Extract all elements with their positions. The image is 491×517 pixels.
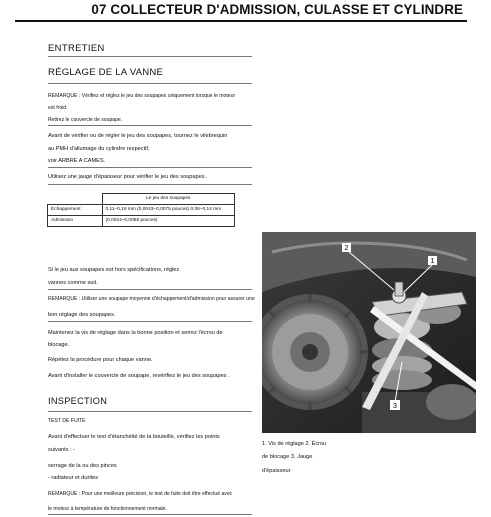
callout-2: 2 xyxy=(344,245,349,252)
paragraph-line: serrage de la ou des pinces xyxy=(48,463,117,469)
table-row xyxy=(48,205,235,216)
paragraph-line: Utilisez une jauge d'épaisseur pour vérifier le jeu des soupapes. xyxy=(48,174,207,180)
divider xyxy=(48,83,252,84)
divider xyxy=(48,167,252,168)
paragraph-line: Maintenez la vis de réglage dans la bonne position et serrez l'écrou de xyxy=(48,330,223,336)
divider xyxy=(48,321,252,322)
header-rule xyxy=(15,20,467,22)
divider xyxy=(48,184,252,185)
note-line: est froid. xyxy=(48,105,68,111)
figure-caption-line: 1. Vis de réglage 2. Écrou xyxy=(262,441,327,447)
paragraph-line: - radiateur et durites xyxy=(48,475,99,481)
section-heading-inspection: INSPECTION xyxy=(48,396,108,406)
note-line: REMARQUE : Utiliser une soupape moyenne d'échappement/d'admission pour assurer une xyxy=(48,296,255,302)
valve-adjustment-photo xyxy=(262,232,476,433)
table-cell-label: Admission xyxy=(48,216,103,227)
paragraph-line: Avant de vérifier ou de régler le jeu des soupapes, tournez le vilebrequin xyxy=(48,133,228,139)
paragraph-line: Avant d'installer le couvercle de soupape, revérifiez le jeu des soupapes . xyxy=(48,373,230,379)
note-line: REMARQUE : Vérifiez et réglez le jeu des soupapes uniquement lorsque le moteur xyxy=(48,93,236,99)
callout-1: 1 xyxy=(430,258,435,265)
table-row xyxy=(48,216,235,227)
paragraph-line: Répétez la procédure pour chaque vanne. xyxy=(48,357,153,363)
paragraph-line: Avant d'effectuer le test d'étanchéité de la bouteille, vérifiez les points xyxy=(48,434,220,440)
note-line: Retirez le couvercle de soupape. xyxy=(48,117,123,123)
paragraph-line: blocage. xyxy=(48,342,70,348)
divider xyxy=(48,514,252,515)
valve-clearance-table xyxy=(47,193,235,227)
table-cell-value: 0,11–0,19 mm (0,0043–0,0075 pouces) 0,06–0,14 mm xyxy=(102,205,235,216)
paragraph-line: bon réglage des soupapes. xyxy=(48,312,116,318)
table-cell-value: (0,0024–0,0055 pouces) xyxy=(102,216,235,227)
note-line: REMARQUE : Pour une meilleure précision, le test de fuite doit être effectué avec xyxy=(48,491,233,497)
callout-3: 3 xyxy=(393,403,397,410)
paragraph-line: au PMH d'allumage du cylindre respectif, xyxy=(48,146,150,152)
subheading-test: TEST DE FUITE xyxy=(48,418,86,424)
figure-caption-line: d'épaisseur xyxy=(262,468,291,474)
divider xyxy=(48,411,252,412)
note-line: le moteur à température de fonctionnement normale. xyxy=(48,506,167,512)
table-header: Le jeu des soupapes xyxy=(102,194,235,205)
divider xyxy=(48,56,252,57)
figure-caption-line: de blocage 3. Jauge xyxy=(262,454,313,460)
divider xyxy=(48,289,252,290)
divider xyxy=(48,125,252,126)
subheading-reglage: RÉGLAGE DE LA VANNE xyxy=(48,67,164,78)
table-cell-label: Échappement xyxy=(48,205,103,216)
paragraph-line: voir ARBRE A CAMES. xyxy=(48,158,106,164)
section-heading-entretien: ENTRETIEN xyxy=(48,42,105,53)
page-header-title: 07 COLLECTEUR D'ADMISSION, CULASSE ET CYLINDRE xyxy=(91,2,463,17)
paragraph-line: vannes comme suit. xyxy=(48,280,98,286)
paragraph-line: Si le jeu aux soupapes est hors spécifications, réglez xyxy=(48,267,180,273)
paragraph-line: suivants : - xyxy=(48,447,76,453)
